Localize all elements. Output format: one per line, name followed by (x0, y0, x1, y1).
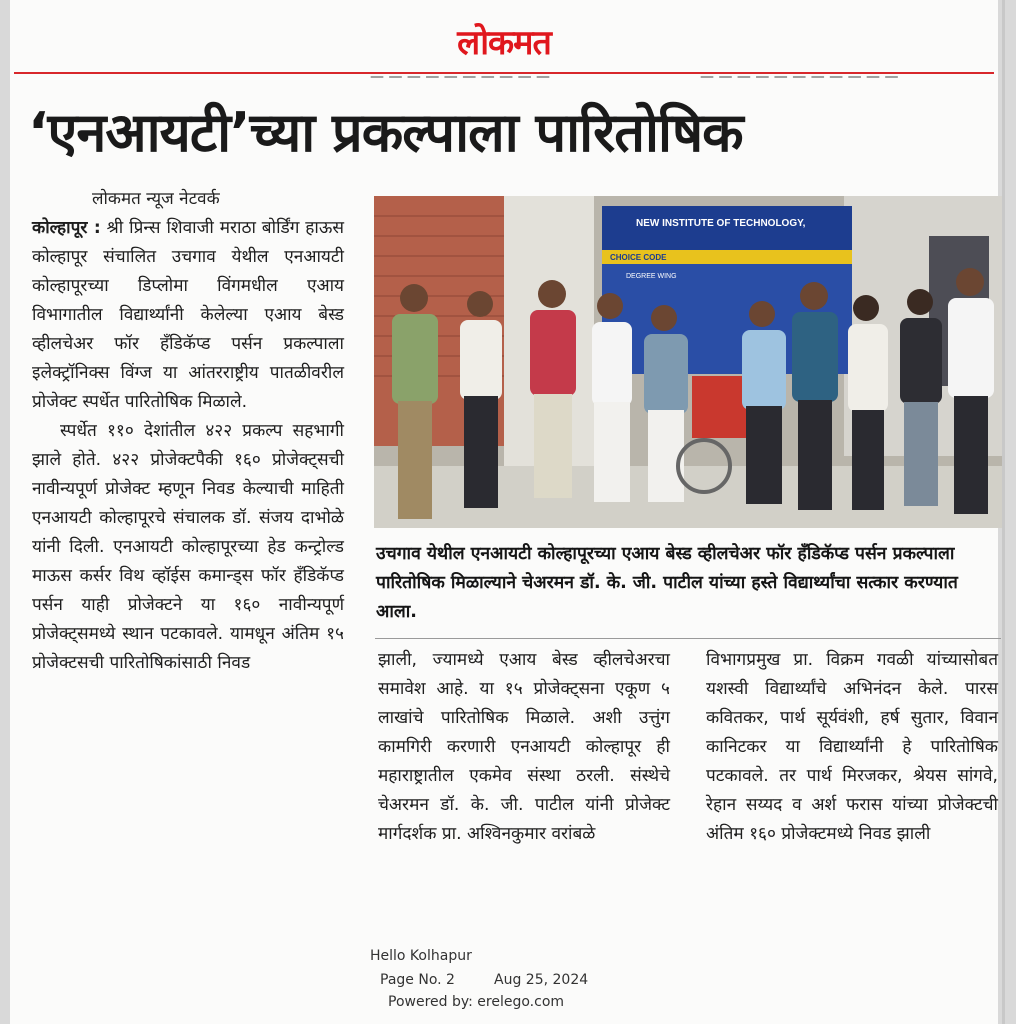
banner-text-3: DEGREE WING (626, 273, 677, 280)
banner-text-2: CHOICE CODE (610, 253, 667, 262)
article-paragraph-1: श्री प्रिन्स शिवाजी मराठा बोर्डिंग हाऊस कोल्हापूर संचालित उचगाव येथील एनआयटी कोल्हापूरच्या डिप्लोमा विंगमधील एआय विभागातील विद्यार्थ्यांनी केलेल्या एआय बेस्ड व्हीलचेअर फॉर हॅंडिकॅप्ड पर्सन प्रकल्पाला इलेक्ट्रॉनिक्स विंग्ज या आंतरराष्ट्रीय पातळीवरील प्रोजेक्ट स्पर्धेत पारितोषिक मिळाले. (32, 218, 344, 412)
newspaper-page (10, 0, 998, 1024)
photo-illustration (374, 196, 1002, 528)
byline: लोकमत न्यूज नेटवर्क (92, 189, 220, 209)
cropped-text-fragment: — — — — — — — — — — (370, 74, 551, 84)
publish-date: Aug 25, 2024 (494, 972, 589, 988)
powered-by: Powered by: erelego.com (388, 994, 565, 1010)
banner-text-1: NEW INSTITUTE OF TECHNOLOGY, (636, 218, 806, 229)
cropped-text-fragment: — — — — — — — — — — — (700, 74, 899, 84)
column-rule (375, 638, 1001, 639)
masthead-logo: लोकमत (457, 23, 551, 63)
page-edge (1002, 0, 1005, 1024)
article-paragraph-2: स्पर्धेत ११० देशांतील ४२२ प्रकल्प सहभागी झाले होते. ४२२ प्रोजेक्टपैकी १६० प्रोजेक्ट्सची नावीन्यपूर्ण प्रोजेक्ट म्हणून निवड केल्याची माहिती एनआयटी कोल्हापूरचे संचालक डॉ. संजय दाभोळे यांनी दिली. एनआयटी कोल्हापूरच्या हेड कन्ट्रोल्ड माऊस कर्सर विथ व्हॉईस कमान्ड्स फॉर हॅंडिकॅप्ड पर्सन याही प्रोजेक्टने या १६० नावीन्यपूर्ण प्रोजेक्ट्समध्ये स्थान पटकावले. यामधून अंतिम १५ प्रोजेक्टसची पारितोषिकांसाठी निवड (32, 421, 344, 673)
page-number: Page No. 2 (380, 972, 455, 988)
article-column-3: विभागप्रमुख प्रा. विक्रम गवळी यांच्यासोबत यशस्वी विद्यार्थ्यांचे अभिनंदन केले. पारस कवितकर, पार्थ सूर्यवंशी, हर्ष सुतार, विवान कानिटकर या विद्यार्थ्यांनी हे पारितोषिक पटकावले. तर पार्थ मिरजकर, श्रेयस सांगवे, रेहान सय्यद व अर्श फरास यांच्या प्रोजेक्टची अंतिम १६० प्रोजेक्टमध्ये निवड झाली (706, 650, 998, 844)
article-photo (374, 196, 1002, 528)
photo-caption: उचगाव येथील एनआयटी कोल्हापूरच्या एआय बेस्ड व्हीलचेअर फॉर हॅंडिकॅप्ड पर्सन प्रकल्पाला पारितोषिक मिळाल्याने चेअरमन डॉ. के. जी. पाटील यांच्या हस्ते विद्यार्थ्यांचा सत्कार करण्यात आला. (376, 544, 958, 622)
article-headline: ‘एनआयटी’च्या प्रकल्पाला पारितोषिक (28, 101, 743, 164)
article-column-1 (32, 214, 344, 678)
edition-name: Hello Kolhapur (370, 948, 472, 964)
article-column-2: झाली, ज्यामध्ये एआय बेस्ड व्हीलचेअरचा समावेश आहे. या १५ प्रोजेक्ट्सना एकूण ५ लाखांचे पारितोषिक मिळाले. अशी उत्तुंग कामगिरी करणारी एनआयटी कोल्हापूर ही महाराष्ट्रातील एकमेव संस्था ठरली. संस्थेचे चेअरमन डॉ. के. जी. पाटील यांनी प्रोजेक्ट मार्गदर्शक प्रा. अश्विनकुमार वरांबळे (378, 650, 670, 844)
dateline: कोल्हापूर : (32, 218, 101, 238)
